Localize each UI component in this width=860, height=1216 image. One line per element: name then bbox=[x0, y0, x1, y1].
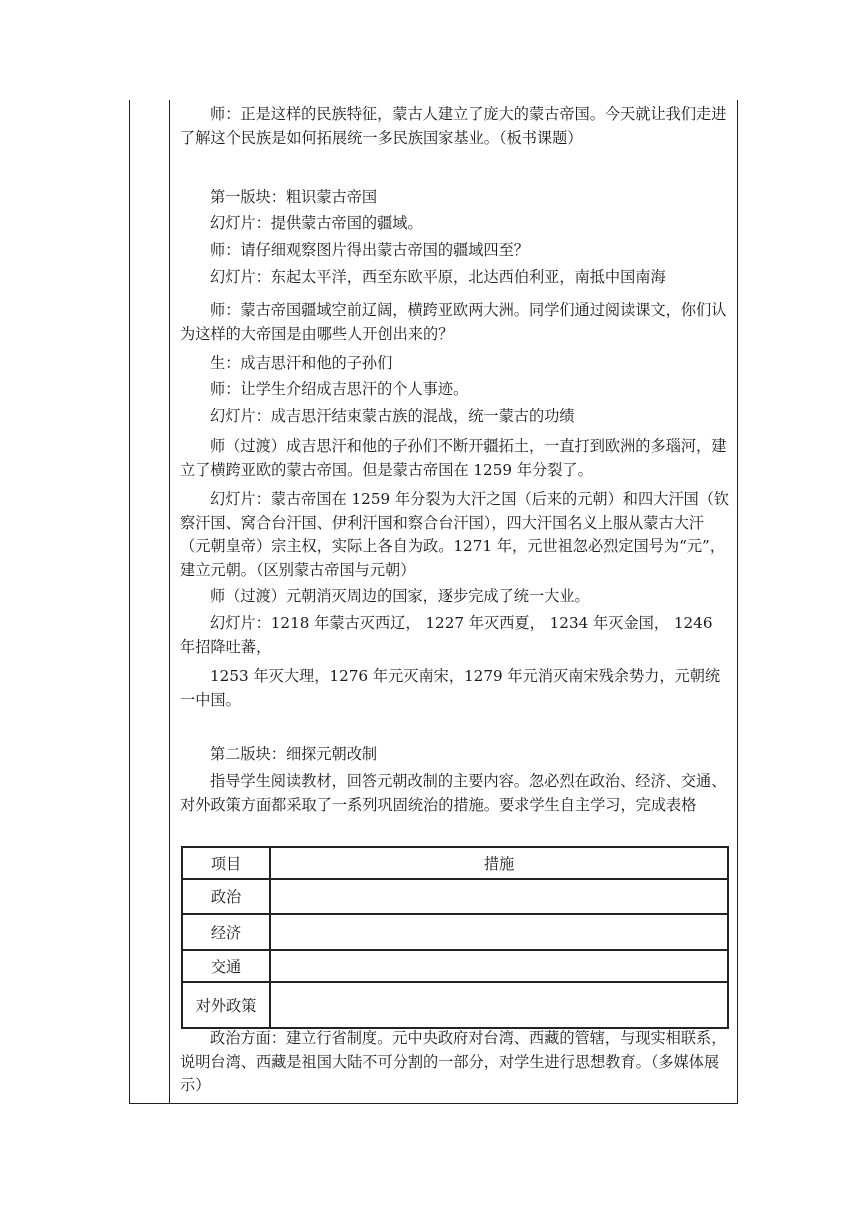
column-divider bbox=[169, 100, 170, 1103]
row-label-politics: 政治 bbox=[181, 880, 271, 915]
paragraph-politics: 政治方面：建立行省制度。元中央政府对台湾、西藏的管辖，与现实相联系，说明台湾、西藏是祖国大陆不可分割的一部分，对学生进行思想教育。（多媒体展示） bbox=[180, 1029, 727, 1094]
paragraph-teacher-genghis: 师：让学生介绍成吉思汗的个人事迹。 bbox=[210, 380, 469, 398]
header-item: 项目 bbox=[181, 846, 271, 880]
table-row bbox=[181, 880, 729, 915]
paragraph-conquest-cont: 1253 年灭大理，1276 年元灭南宋，1279 年元消灭南宋残余势力，元朝统一中国。 bbox=[180, 667, 721, 709]
paragraph-teacher-question: 师：请仔细观察图片得出蒙古帝国的疆域四至？ bbox=[210, 241, 529, 259]
paragraph-slide-genghis: 幻灯片：成吉思汗结束蒙古族的混战，统一蒙古的功绩 bbox=[210, 407, 575, 425]
paragraph-student-answer: 生：成吉思汗和他的子孙们 bbox=[210, 354, 393, 372]
row-label-transport: 交通 bbox=[181, 951, 271, 983]
paragraph-transition-2: 师（过渡）元朝消灭周边的国家，逐步完成了统一大业。 bbox=[210, 587, 590, 605]
paragraph-instructions: 指导学生阅读教材，回答元朝改制的主要内容。忽必烈在政治、经济、交通、对外政策方面都采取了一系列巩固统治的措施。要求学生自主学习，完成表格 bbox=[180, 772, 727, 814]
paragraph-slide-territory: 幻灯片：提供蒙古帝国的疆域。 bbox=[210, 214, 423, 232]
header-measures: 措施 bbox=[271, 846, 729, 880]
row-cell-politics[interactable] bbox=[271, 880, 729, 915]
paragraph-slide-borders: 幻灯片：东起太平洋，西至东欧平原，北达西伯利亚，南抵中国南海 bbox=[210, 268, 666, 286]
paragraph-intro: 师：正是这样的民族特征，蒙古人建立了庞大的蒙古帝国。今天就让我们走进了解这个民族是如何拓展统一多民族国家基业。（板书课题） bbox=[180, 105, 727, 147]
table-header-row bbox=[181, 846, 729, 880]
table-row bbox=[181, 983, 729, 1029]
table-row bbox=[181, 951, 729, 983]
paragraph-slide-conquest: 幻灯片：1218 年蒙古灭西辽， 1227 年灭西夏， 1234 年灭金国， 1246 年招降吐蕃， bbox=[180, 614, 713, 656]
paragraph-slide-split: 幻灯片：蒙古帝国在 1259 年分裂为大汗之国（后来的元朝）和四大汗国（钦察汗国、窝合台汗国、伊利汗国和察合台汗国），四大汗国名义上服从蒙古大汗（元朝皇帝）宗主权，实际上各自为政。1271 年，元世祖忽必烈定国号为“元”，建立元朝。（区别蒙古帝国与元朝） bbox=[180, 490, 730, 579]
section-heading-2: 第二版块：细探元朝改制 bbox=[210, 745, 378, 763]
row-cell-foreign-policy[interactable] bbox=[271, 983, 729, 1029]
table-row bbox=[181, 915, 729, 951]
paragraph-transition-1: 师（过渡）成吉思汗和他的子孙们不断开疆拓土，一直打到欧洲的多瑙河，建立了横跨亚欧的蒙古帝国。但是蒙古帝国在 1259 年分裂了。 bbox=[180, 437, 727, 479]
row-cell-transport[interactable] bbox=[271, 951, 729, 983]
row-label-economy: 经济 bbox=[181, 915, 271, 951]
section-heading-1: 第一版块：粗识蒙古帝国 bbox=[210, 188, 378, 206]
paragraph-teacher-empire: 师：蒙古帝国疆域空前辽阔，横跨亚欧两大洲。同学们通过阅读课文，你们认为这样的大帝国是由哪些人开创出来的？ bbox=[180, 301, 727, 343]
row-label-foreign-policy: 对外政策 bbox=[181, 983, 271, 1029]
row-cell-economy[interactable] bbox=[271, 915, 729, 951]
